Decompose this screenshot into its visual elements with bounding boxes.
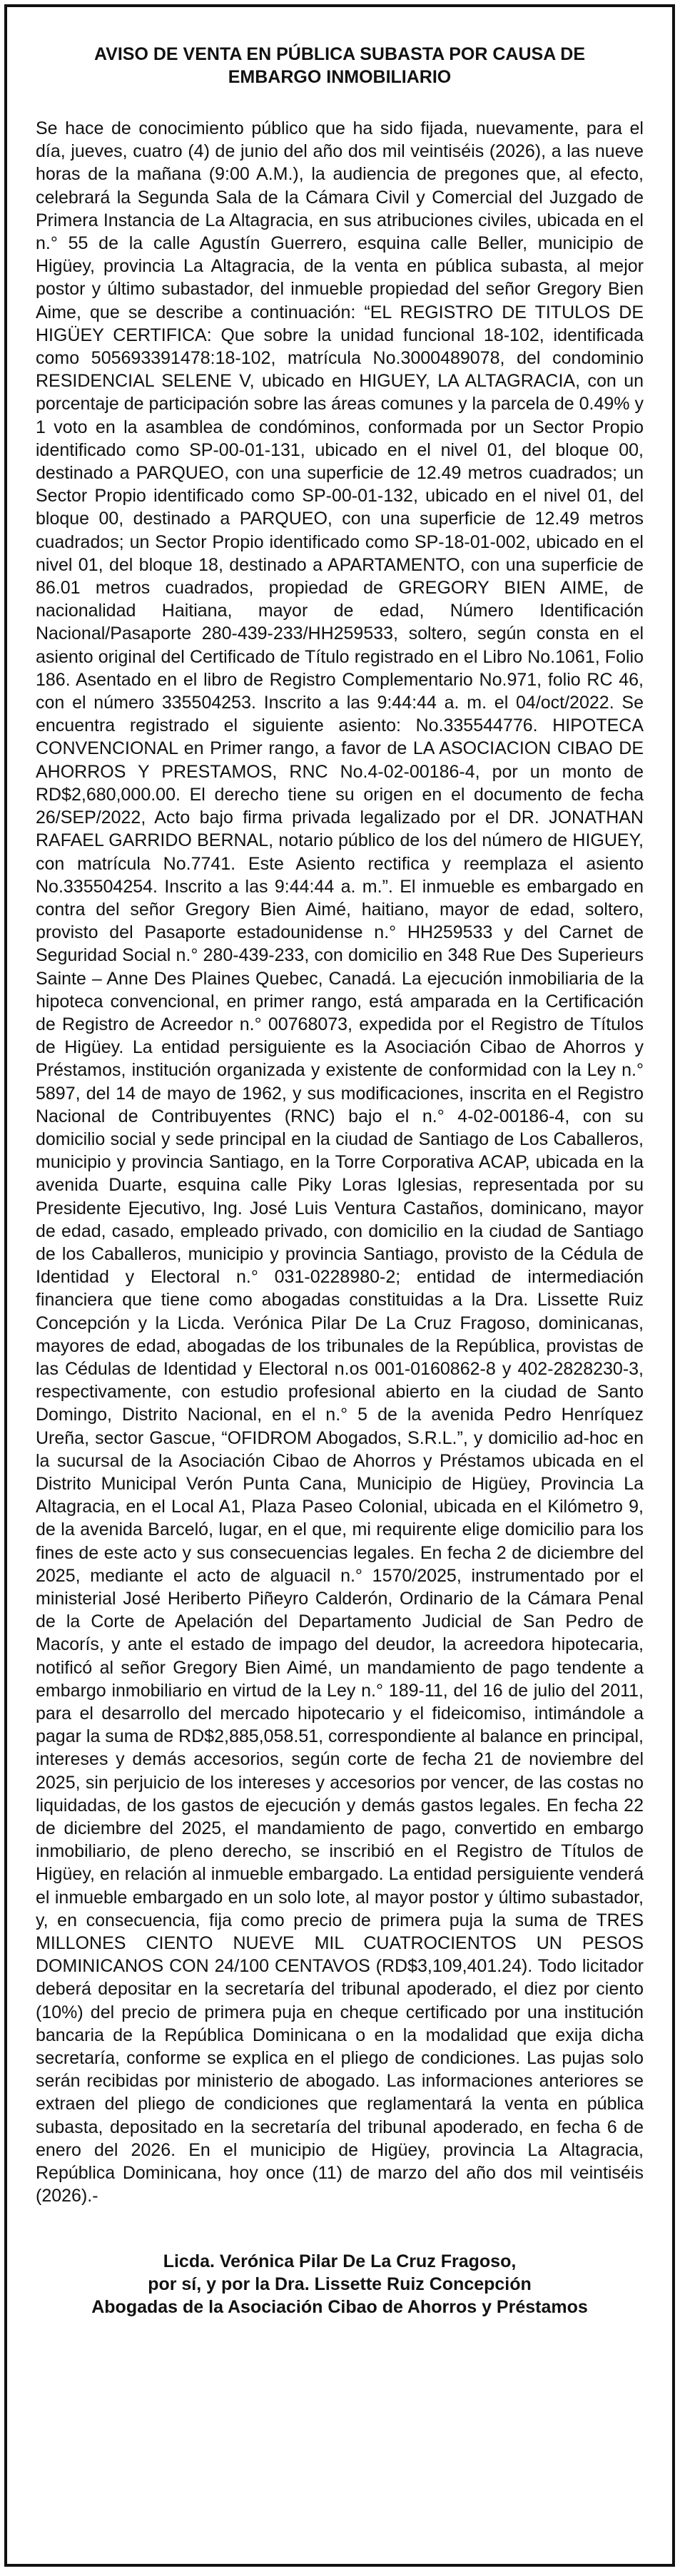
signature-line-3: Abogadas de la Asociación Cibao de Ahorros y Préstamos: [91, 2297, 588, 2318]
signature-line-2: por sí, y por la Dra. Lissette Ruiz Concepción: [148, 2274, 532, 2295]
legal-notice: [4, 4, 675, 2567]
notice-title-line-1: AVISO DE VENTA EN PÚBLICA SUBASTA POR CAUSA DE: [93, 44, 585, 64]
signature-line-1: Licda. Verónica Pilar De La Cruz Fragoso,: [163, 2251, 517, 2272]
notice-title-line-2: EMBARGO INMOBILIARIO: [228, 67, 452, 87]
notice-body: Se hace de conocimiento público que ha sido fijada, nuevamente, para el día, jueves, cuatro (4) de junio del año dos mil veintiséis (2026), a las nueve horas de la mañana (9:00 A.M.), la audiencia de pregones que, al efecto, celebrará la Segunda Sala de la Cámara Civil y Comercial del Juzgado de Primera Instancia de La Altagracia, en sus atribuciones civiles, ubicada en el n.° 55 de la calle Agustín Guerrero, esquina calle Beller, municipio de Higüey, provincia La Altagracia, de la venta en pública subasta, al mejor postor y último subastador, del inmueble propiedad del señor Gregory Bien Aime, que se describe a continuación: “EL REGISTRO DE TITULOS DE HIGÜEY CERTIFICA: Que sobre la unidad funcional 18-102, identificada como 505693391478:18-102, matrícula No.3000489078, del condominio RESIDENCIAL SELENE V, ubicado en HIGUEY, LA ALTAGRACIA, con un porcentaje de participación sobre las áreas comunes y la parcela de 0.49% y 1 voto en la asamblea de condóminos, conformada por un Sector Propio identificado como SP-00-01-131, ubicado en el nivel 01, del bloque 00, destinado a PARQUEO, con una superficie de 12.49 metros cuadrados; un Sector Propio identificado como SP-00-01-132, ubicado en el nivel 01, del bloque 00, destinado a PARQUEO, con una superficie de 12.49 metros cuadrados; un Sector Propio identificado como SP-18-01-002, ubicado en el nivel 01, del bloque 18, destinado a APARTAMENTO, con una superficie de 86.01 metros cuadrados, propiedad de GREGORY BIEN AIME, de nacionalidad Haitiana, mayor de edad, Número Identificación Nacional/Pasaporte 280-439-233/HH259533, soltero, según consta en el asiento original del Certificado de Título registrado en el Libro No.1061, Folio 186. Asentado en el libro de Registro Complementario No.971, folio RC 46, con el número 335504253. Inscrito a las 9:44:44 a. m. el 04/oct/2022. Se encuentra registrado el siguiente asiento: No.335544776. HIPOTECA CONVENCIONAL en Primer rango, a favor de LA ASOCIACION CIBAO DE AHORROS Y PRESTAMOS, RNC No.4-02-00186-4, por un monto de RD$2,680,000.00. El derecho tiene su origen en el documento de fecha 26/SEP/2022, Acto bajo firma privada legalizado por el DR. JONATHAN RAFAEL GARRIDO BERNAL, notario público de los del número de HIGUEY, con matrícula No.7741. Este Asiento rectifica y reemplaza el asiento No.335504254. Inscrito a las 9:44:44 a. m.”. El inmueble es embargado en contra del señor Gregory Bien Aimé, haitiano, mayor de edad, soltero, provisto del Pasaporte estadounidense n.° HH259533 y del Carnet de Seguridad Social n.° 280-439-233, con domicilio en 348 Rue Des Superieurs Sainte – Anne Des Plaines Quebec, Canadá. La ejecución inmobiliaria de la hipoteca convencional, en primer rango, está amparada en la Certificación de Registro de Acreedor n.° 00768073, expedida por el Registro de Títulos de Higüey. La entidad persiguiente es la Asociación Cibao de Ahorros y Préstamos, institución organizada y existente de conformidad con la Ley n.° 5897, del 14 de mayo de 1962, y sus modificaciones, inscrita en el Registro Nacional de Contribuyentes (RNC) bajo el n.° 4-02-00186-4, con su domicilio social y sede principal en la ciudad de Santiago de Los Caballeros, municipio y provincia Santiago, en la Torre Corporativa ACAP, ubicada en la avenida Duarte, esquina calle Piky Loras Iglesias, representada por su Presidente Ejecutivo, Ing. José Luis Ventura Castaños, dominicano, mayor de edad, casado, empleado privado, con domicilio en la ciudad de Santiago de los Caballeros, municipio y provincia Santiago, provisto de la Cédula de Identidad y Electoral n.° 031-0228980-2; entidad de intermediación financiera que tiene como abogadas constituidas a la Dra. Lissette Ruiz Concepción y la Licda. Verónica Pilar De La Cruz Fragoso, dominicanas, mayores de edad, abogadas de los tribunales de la República, provistas de las Cédulas de Identidad y Electoral n.os 001-0160862-8 y 402-2828230-3, respectivamente, con estudio profesional abierto en la ciudad de Santo Domingo, Distrito Nacional, en el n.° 5 de la avenida Pedro Henríquez Ureña, sector Gascue, “OFIDROM Abogados, S.R.L.”, y domicilio ad-hoc en la sucursal de la Asociación Cibao de Ahorros y Préstamos ubicada en el Distrito Municipal Verón Punta Cana, Municipio de Higüey, Provincia La Altagracia, en el Local A1, Plaza Paseo Colonial, ubicada en el Kilómetro 9, de la avenida Barceló, lugar, en el que, mi requirente elige domicilio para los fines de este acto y sus consecuencias legales. En fecha 2 de diciembre del 2025, mediante el acto de alguacil n.° 1570/2025, instrumentado por el ministerial José Heriberto Piñeyro Calderón, Ordinario de la Cámara Penal de la Corte de Apelación del Departamento Judicial de San Pedro de Macorís, y ante el estado de impago del deudor, la acreedora hipotecaria, notificó al señor Gregory Bien Aimé, un mandamiento de pago tendente a embargo inmobiliario en virtud de la Ley n.° 189-11, del 16 de julio del 2011, para el desarrollo del mercado hipotecario y el fideicomiso, intimándole a pagar la suma de RD$2,885,058.51, correspondiente al balance en principal, intereses y demás accesorios, según corte de fecha 21 de noviembre del 2025, sin perjuicio de los intereses y accesorios por vencer, de las costas no liquidadas, de los gastos de ejecución y demás gastos legales. En fecha 22 de diciembre del 2025, el mandamiento de pago, convertido en embargo inmobiliario, de pleno derecho, se inscribió en el Registro de Títulos de Higüey, en relación al inmueble embargado. La entidad persiguiente venderá el inmueble embargado en un solo lote, al mayor postor y último subastador, y, en consecuencia, fija como precio de primera puja la suma de TRES MILLONES CIENTO NUEVE MIL CUATROCIENTOS UN PESOS DOMINICANOS CON 24/100 CENTAVOS (RD$3,109,401.24). Todo licitador deberá depositar en la secretaría del tribunal apoderado, el diez por ciento (10%) del precio de primera puja en cheque certificado por una institución bancaria de la República Dominicana o en la modalidad que exija dicha secretaría, conforme se explica en el pliego de condiciones. Las pujas solo serán recibidas por ministerio de abogado. Las informaciones anteriores se extraen del pliego de condiciones que reglamentará la venta en pública subasta, depositado en la secretaría del tribunal apoderado, en fecha 6 de enero del 2026. En el municipio de Higüey, provincia La Altagracia, República Dominicana, hoy once (11) de marzo del año dos mil veintiséis (2026).-: [36, 118, 644, 2206]
signature-block: [36, 2250, 644, 2318]
notice-title: [36, 43, 644, 88]
